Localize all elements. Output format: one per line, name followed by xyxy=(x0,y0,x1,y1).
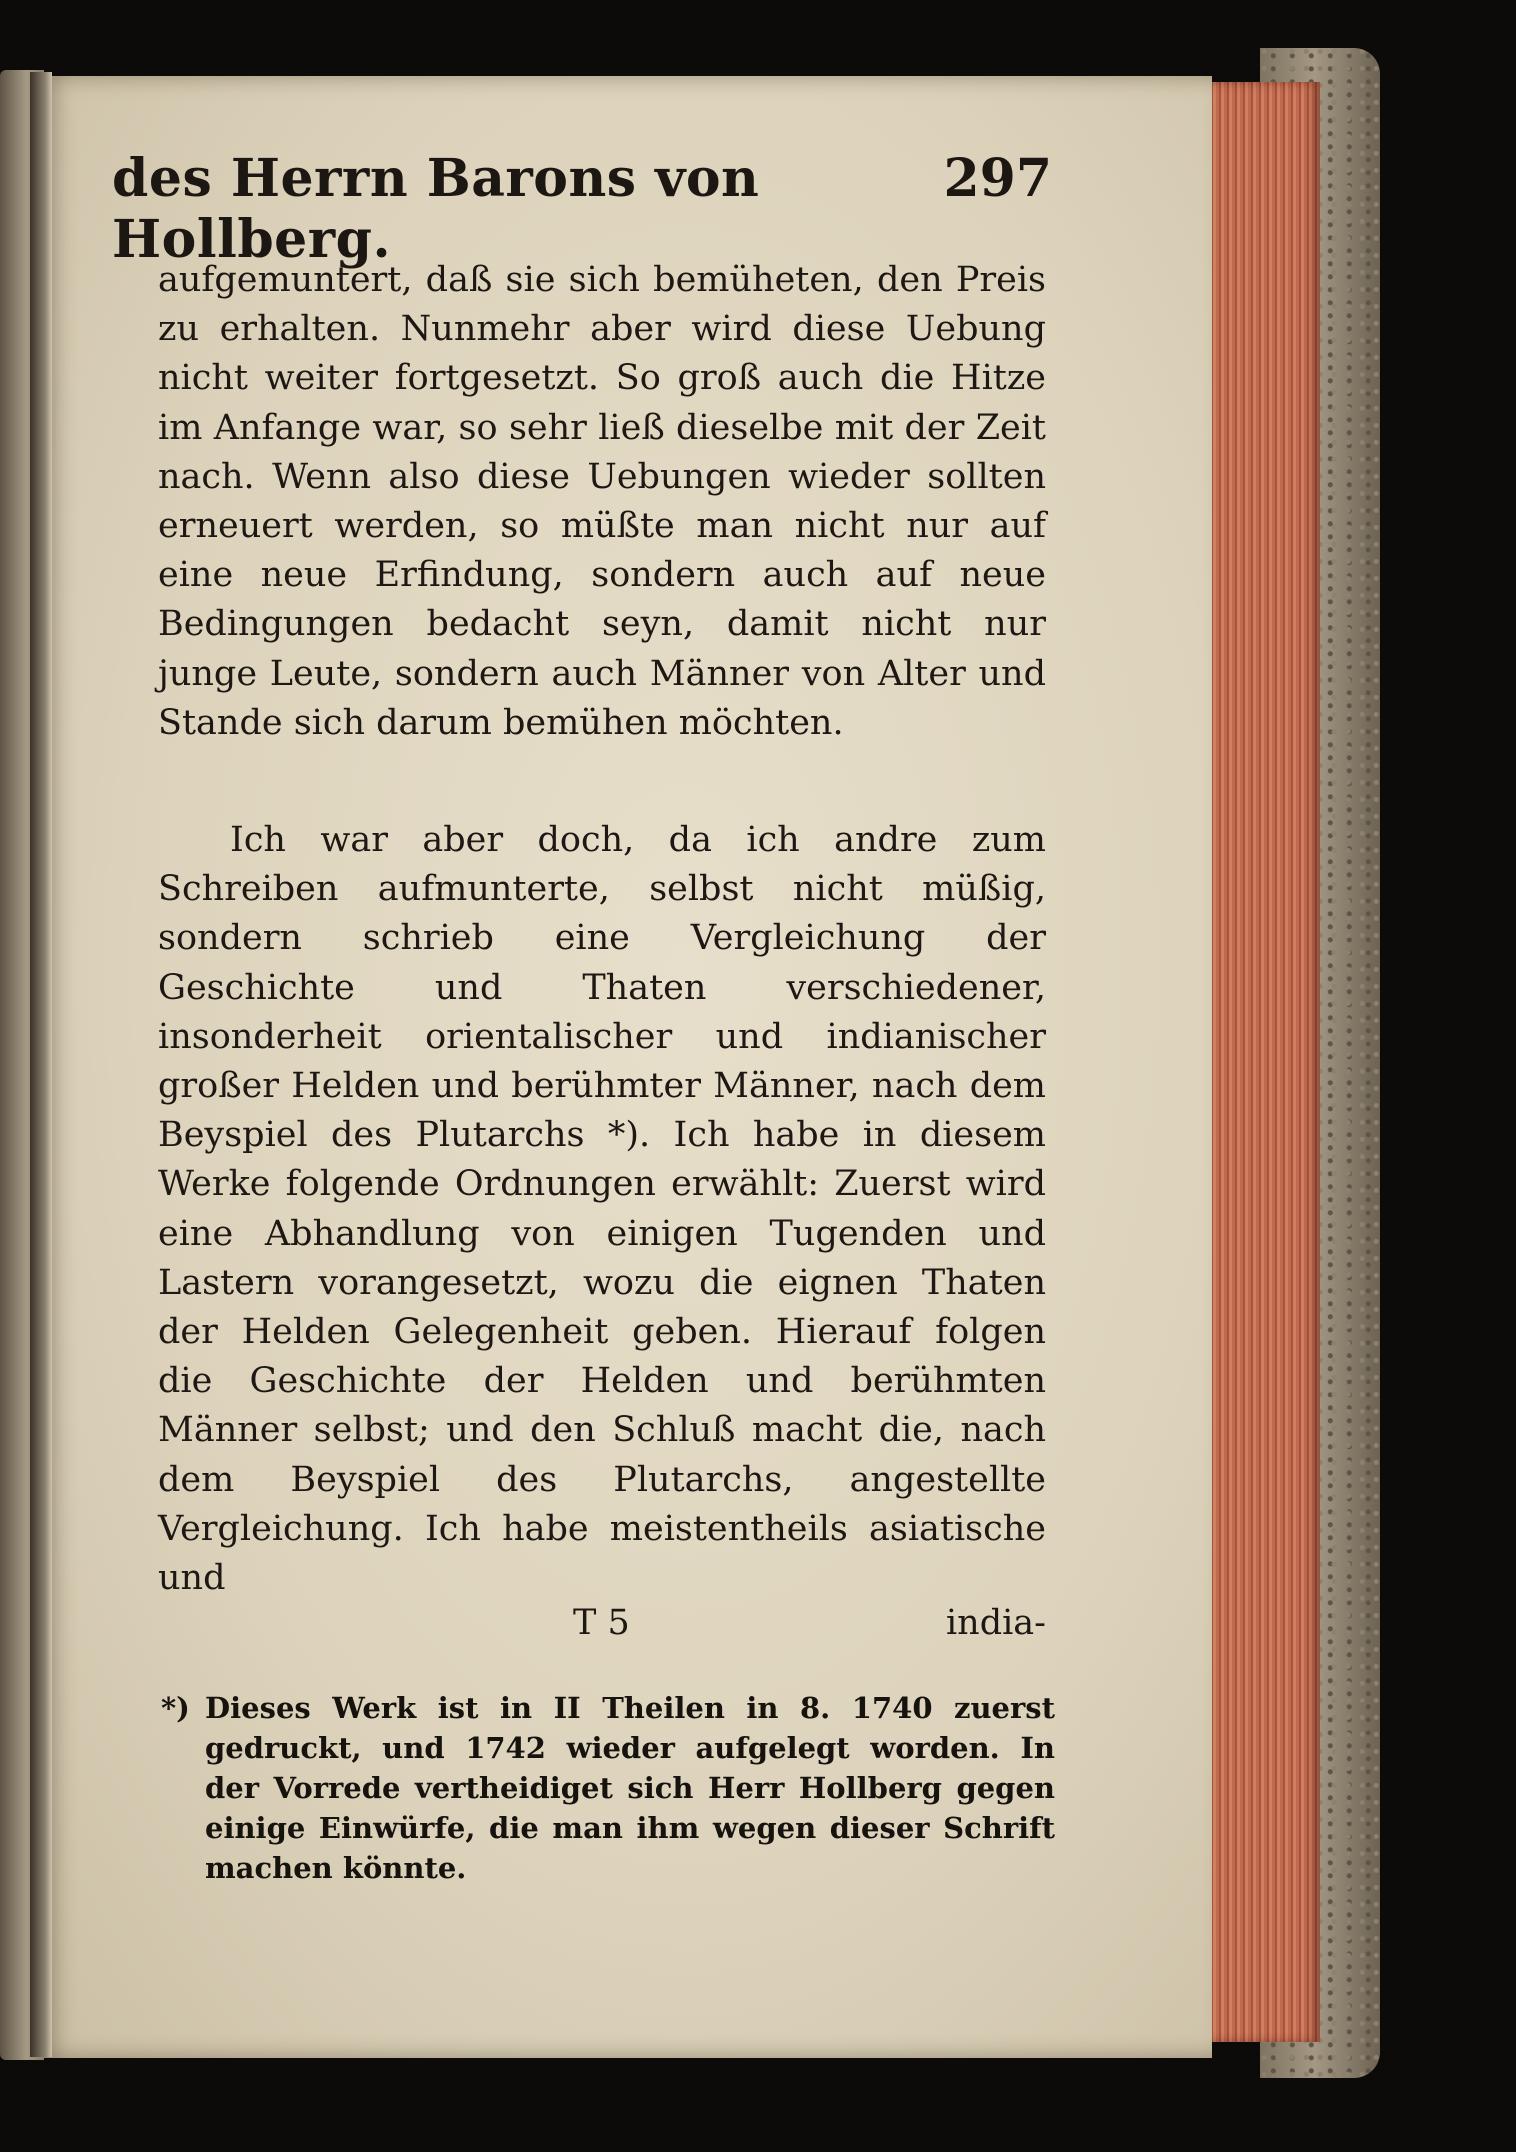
footnote-marker: *) xyxy=(161,1691,190,1725)
paragraph-2: Ich war aber doch, da ich andre zum Schreiben aufmunterte, selbst nicht müßig, sondern schrieb eine Vergleichung der Geschichte und Thaten verschiedener, insonderheit orientalischer und indianischer großer Helden und berühmter Männer, nach dem Beyspiel des Plutarchs *). Ich habe in diesem Werke folgende Ordnungen erwählt: Zuerst wird eine Abhandlung von einigen Tugenden und Lastern vorangesetzt, wozu die eignen Thaten der Helden Gelegenheit geben. Hierauf folgen die Geschichte der Helden und berühmten Männer selbst; und den Schluß macht die, nach dem Beyspiel des Plutarchs, angestellte Vergleichung. Ich habe meistentheils asiatische und xyxy=(158,820,1046,1599)
footnote xyxy=(161,1688,1055,1888)
page-number: 297 xyxy=(943,148,1052,209)
catchword: india- xyxy=(945,1603,1046,1643)
book-gutter xyxy=(30,72,52,2057)
paragraph-1: aufgemuntert, daß sie sich bemüheten, den Preis zu erhalten. Nunmehr aber wird diese Uebung nicht weiter fortgesetzt. So groß auch die Hitze im Anfange war, so sehr ließ dieselbe mit der Zeit nach. Wenn also diese Uebungen wieder sollten erneuert werden, so müßte man nicht nur auf eine neue Erfindung, sondern auch auf neue Bedingungen bedacht seyn, damit nicht nur junge Leute, sondern auch Männer von Alter und Stande sich darum bemühen möchten. xyxy=(158,260,1046,743)
running-head: des Herrn Barons von Hollberg. xyxy=(112,148,760,270)
page-body xyxy=(158,256,1046,1603)
page-edges xyxy=(1208,82,1320,2042)
signature-mark: T 5 xyxy=(573,1603,630,1643)
footnote-text: Dieses Werk ist in II Theilen in 8. 1740 zuerst gedruckt, und 1742 wieder aufgelegt worden. In der Vorrede vertheidiget sich Herr Hollberg gegen einige Einwürfe, die man ihm wegen dieser Schrift machen könnte. xyxy=(205,1691,1055,1885)
page-header xyxy=(112,148,1052,270)
page-footer-line xyxy=(158,1603,1046,1649)
